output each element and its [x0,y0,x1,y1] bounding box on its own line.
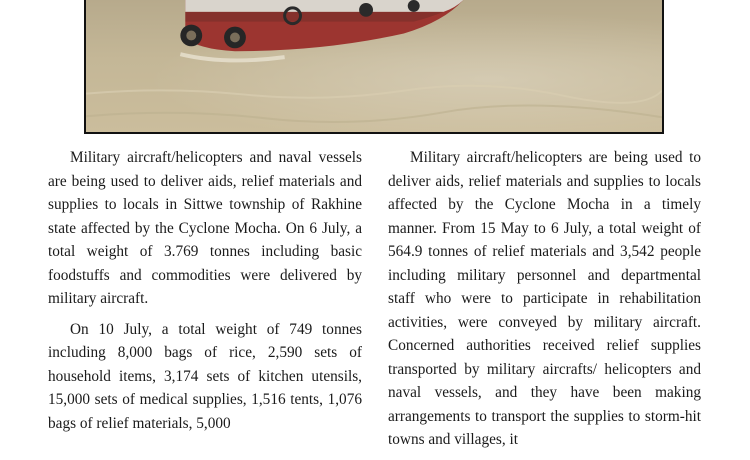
article-paragraph: Military aircraft/helicopters and naval vessels are being used to deliver aids, relief materials and supplies to locals in Sittwe township of Rakhine state affected by the Cyclone Mocha. On 6 July, a total weight of 3.769 tonnes including basic foodstuffs and commodities were delivered by military aircraft. [48,149,362,307]
vessel-illustration [86,0,662,132]
news-photo-naval-vessel [84,0,664,134]
article-paragraph: Military aircraft/helicopters are being used to deliver aids, relief materials and supplies to locals affected by the Cyclone Mocha in a timely manner. From 15 May to 6 July, a total weight of 564.9 tonnes of relief materials and 3,542 people including military personnel and departmental staff who were to participate in rehabilitation activities, were conveyed by military aircraft. Concerned authorities received relief supplies transported by military aircrafts/ helicopters and naval vessels, and they have been making arrangements to transport the supplies to storm-hit towns and villages, it [388,149,701,448]
article-column-right [388,146,701,459]
article-paragraph: On 10 July, a total weight of 749 tonnes including 8,000 bags of rice, 2,590 sets of household items, 3,174 sets of kitchen utensils, 15,000 sets of medical supplies, 1,516 tents, 1,076 bags of relief materials, 5,000 [48,320,362,432]
article-column-left [48,146,362,442]
